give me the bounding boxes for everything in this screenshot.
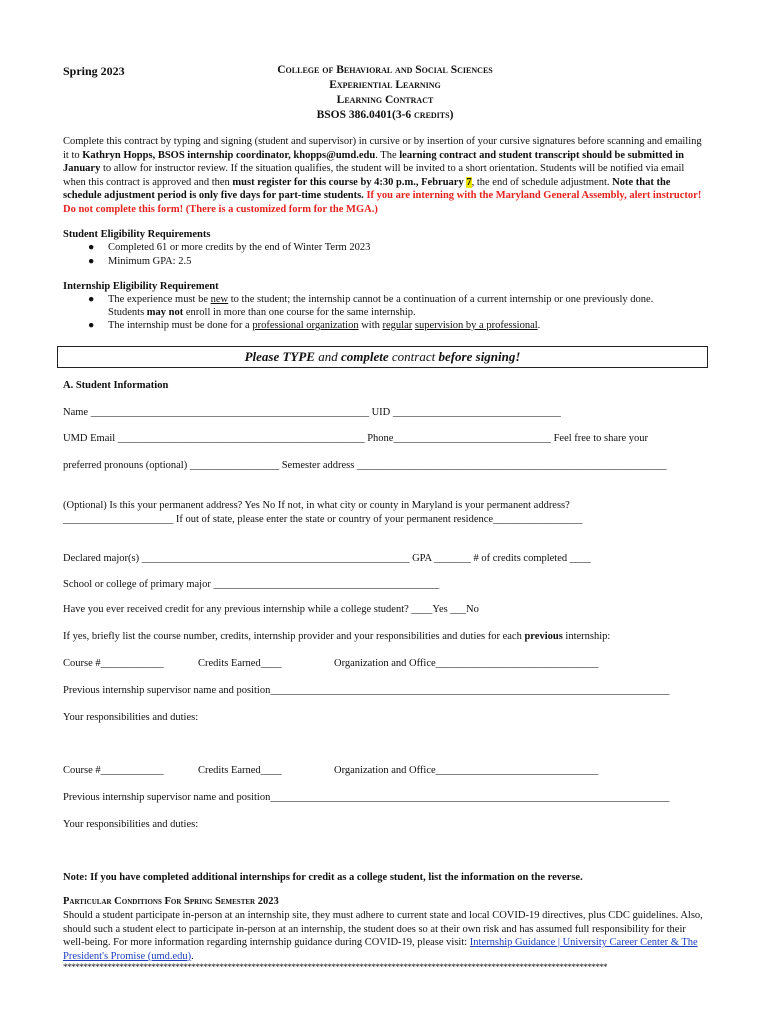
mga-warning: If you are interning with the Maryland General Assembly, alert instructor! Do not complete this form! (There is a customized form for the MGA.): [63, 190, 702, 215]
req-text: The internship must be done for a: [108, 320, 253, 331]
req-text: professional organization: [252, 320, 359, 331]
req-text: regular: [382, 320, 413, 331]
intro-paragraph: [63, 135, 708, 217]
bullet-icon: ●: [88, 294, 95, 305]
coordinator-contact: Kathryn Hopps, BSOS internship coordinator, khopps@umd.edu: [82, 149, 376, 161]
bullet-icon: ●: [88, 256, 95, 267]
req-text: may not: [146, 307, 184, 318]
major-gpa-credits-field[interactable]: Declared major(s) ___________________________________________________ GPA _______ # of credits completed ____: [63, 553, 591, 564]
reverse-note: Note: If you have completed additional internships for credit as a college student, list the information on the reverse.: [63, 872, 583, 883]
previous-credit-question[interactable]: Have you ever received credit for any previous internship while a college student? ____Yes ___No: [63, 604, 479, 615]
req-text: to the student; the internship cannot be a continuation of a current internship or one previously done.: [228, 294, 654, 305]
submission-deadline: learning contract and student transcript should be submitted in January: [63, 149, 684, 175]
highlighted-date: 7: [466, 176, 472, 188]
req-text: .: [537, 320, 541, 331]
requirement-one-course: [108, 307, 416, 318]
permanent-address-question[interactable]: (Optional) Is this your permanent address? Yes No If not, in what city or county in Maryland is your permanent address?: [63, 500, 570, 511]
banner-text: contract: [388, 349, 439, 364]
req-text: enroll in more than one course for the same internship.: [183, 307, 416, 318]
conditions-text: .: [191, 950, 194, 962]
email-phone-field[interactable]: UMD Email _______________________________________________ Phone______________________________ Feel free to share your: [63, 433, 649, 444]
duties-label[interactable]: Your responsibilities and duties:: [63, 712, 199, 723]
eligibility-item: Completed 61 or more credits by the end of Winter Term 2023: [108, 242, 371, 253]
credits-earned-field[interactable]: Credits Earned____: [198, 658, 282, 669]
requirement-new-experience: [108, 294, 653, 305]
banner-text: and: [314, 349, 341, 364]
organization-field[interactable]: Organization and Office_______________________________: [334, 765, 599, 776]
supervisor-field[interactable]: Previous internship supervisor name and position____________________________________________________________________________: [63, 685, 670, 696]
college-name: College of Behavioral and Social Sciences: [277, 64, 493, 76]
school-field[interactable]: School or college of primary major ___________________________________________: [63, 579, 440, 590]
credits-earned-field[interactable]: Credits Earned____: [198, 765, 282, 776]
internship-requirement-heading: Internship Eligibility Requirement: [63, 281, 219, 292]
permanent-residence-field[interactable]: _____________________ If out of state, please enter the state or country of your permanent residence_________________: [63, 514, 583, 525]
intro-text: to allow for instructor review. If the situation qualifies, the student will be invited to a short orientation. Students will be notified via email when this contract is approved and then: [63, 163, 685, 188]
supervisor-field[interactable]: Previous internship supervisor name and position____________________________________________________________________________: [63, 792, 670, 803]
course-number-field[interactable]: Course #____________: [63, 658, 164, 669]
banner-text: complete: [340, 349, 389, 364]
req-text: supervision by a professional: [414, 320, 538, 331]
bullet-icon: ●: [88, 320, 95, 331]
intro-text: , the end of schedule adjustment.: [471, 176, 613, 188]
form-name: Learning Contract: [336, 94, 434, 106]
previous-internships-instruction: [63, 631, 610, 642]
instruction-text: If yes, briefly list the course number, credits, internship provider and your responsibilities and duties for each: [63, 631, 525, 642]
requirement-professional-org: [108, 320, 540, 331]
part-time-note: Note that the schedule adjustment period is only five days for part-time students.: [63, 176, 671, 202]
banner-text: before signing!: [438, 349, 521, 364]
duties-label[interactable]: Your responsibilities and duties:: [63, 819, 199, 830]
registration-deadline: must register for this course by 4:30 p.m., February: [232, 176, 467, 188]
banner-text: Please TYPE: [244, 349, 315, 364]
conditions-text: Should a student participate in-person at an internship site, they must adhere to current state and local COVID-19 directives, plus CDC guidelines. Also, should such a student elect to participate in-person at an internship, the student does so at their own risk and has assumed full responsibility for their well-being. For more information regarding internship guidance during COVID-19, please visit:: [63, 910, 703, 949]
conditions-paragraph: [63, 909, 708, 963]
internship-guidance-link[interactable]: Internship Guidance | University Career Center & The President's Promise (umd.edu): [63, 937, 698, 962]
semester-label: Spring 2023: [63, 64, 125, 78]
organization-field[interactable]: Organization and Office_______________________________: [334, 658, 599, 669]
name-uid-field[interactable]: Name _____________________________________________________ UID ________________________________: [63, 407, 561, 418]
course-number-field[interactable]: Course #____________: [63, 765, 164, 776]
eligibility-heading: Student Eligibility Requirements: [63, 229, 211, 240]
course-code: BSOS 386.0401(3-6 credits): [316, 109, 454, 121]
conditions-heading: Particular Conditions For Spring Semester 2023: [63, 896, 279, 907]
req-text: with: [358, 320, 383, 331]
eligibility-item: Minimum GPA: 2.5: [108, 256, 192, 267]
section-a-title: A. Student Information: [63, 380, 169, 391]
req-text: The experience must be: [108, 294, 211, 305]
program-name: Experiential Learning: [329, 79, 441, 91]
intro-text: . The: [375, 149, 400, 161]
intro-text: Complete this contract by typing and signing (student and supervisor) in cursive or by insertion of your cursive signatures before scanning and emailing it to: [63, 136, 702, 161]
bullet-icon: ●: [88, 242, 95, 253]
instruction-text: internship:: [562, 631, 611, 642]
req-text: Students: [108, 307, 147, 318]
req-text: new: [210, 294, 229, 305]
pronouns-address-field[interactable]: preferred pronouns (optional) _________________ Semester address ___________________________________________________________: [63, 460, 667, 471]
instruction-banner: [57, 346, 708, 368]
instruction-text: previous: [524, 631, 563, 642]
separator-stars: ****************************************************************************************************************************************: [63, 962, 607, 972]
